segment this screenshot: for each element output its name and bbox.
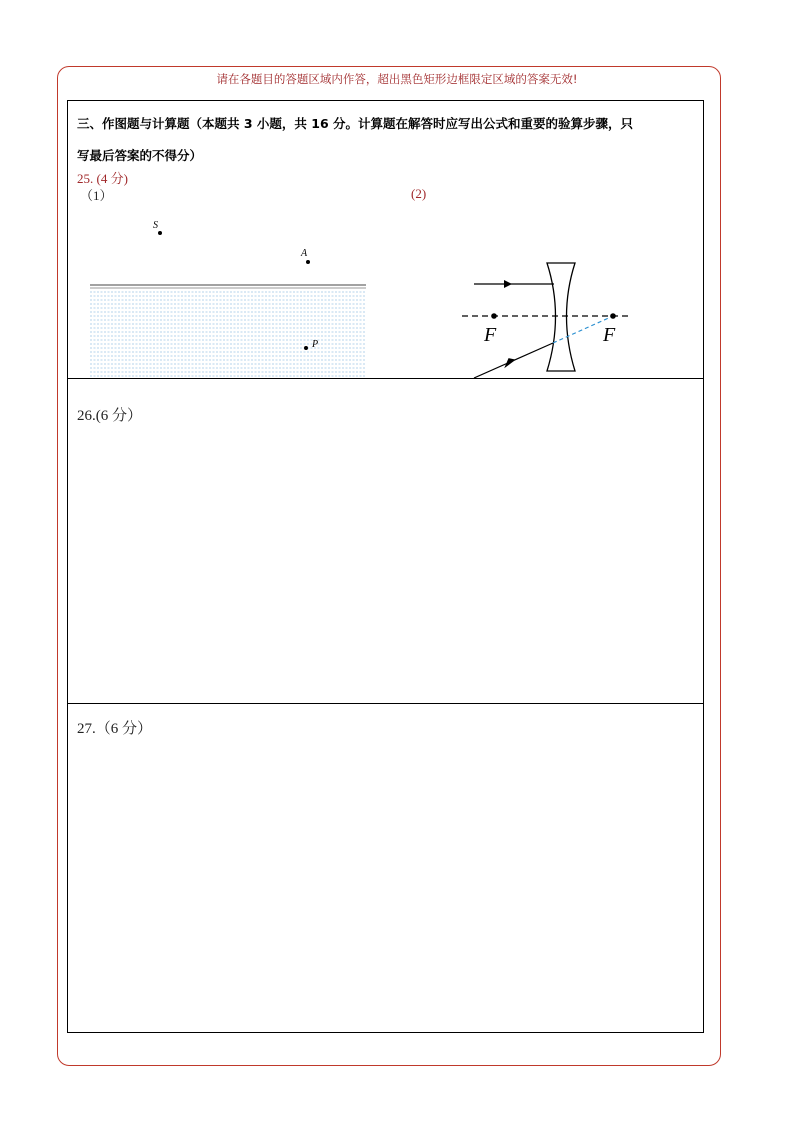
point-a bbox=[306, 260, 310, 264]
divider-q25-q26 bbox=[67, 378, 704, 379]
point-p-label: P bbox=[312, 339, 319, 350]
answer-area-warning: 请在各题目的答题区域内作答，超出黑色矩形边框限定区域的答案无效! bbox=[216, 72, 578, 86]
focus-left-label: F bbox=[484, 324, 497, 346]
point-a-label: A bbox=[301, 248, 308, 259]
section-title-line-1: 三、作图题与计算题（本题共 3 小题，共 16 分。计算题在解答时应写出公式和重要的验算步骤，只 bbox=[77, 116, 634, 131]
point-p bbox=[304, 346, 308, 350]
ray-arrow-icon bbox=[506, 359, 514, 366]
focus-left-point bbox=[491, 313, 497, 319]
point-s-label: S bbox=[153, 220, 158, 231]
concave-lens bbox=[547, 263, 575, 371]
focus-right-label: F bbox=[603, 324, 616, 346]
q25-part1-label: （1） bbox=[80, 188, 113, 203]
question-26-label: 26.(6 分） bbox=[77, 408, 142, 424]
reflection-refraction-figure bbox=[86, 210, 376, 380]
question-27-label: 27.（6 分） bbox=[77, 721, 153, 737]
concave-lens-figure bbox=[450, 250, 650, 378]
section-title-line-2: 写最后答案的不得分） bbox=[77, 148, 203, 163]
focus-right-point bbox=[610, 313, 616, 319]
water-region bbox=[90, 285, 366, 376]
point-s bbox=[158, 231, 162, 235]
question-25-label: 25. (4 分) bbox=[77, 171, 128, 186]
ray-arrow-icon bbox=[504, 280, 512, 288]
divider-q26-q27 bbox=[67, 703, 704, 704]
q25-part2-label: (2) bbox=[411, 186, 427, 201]
